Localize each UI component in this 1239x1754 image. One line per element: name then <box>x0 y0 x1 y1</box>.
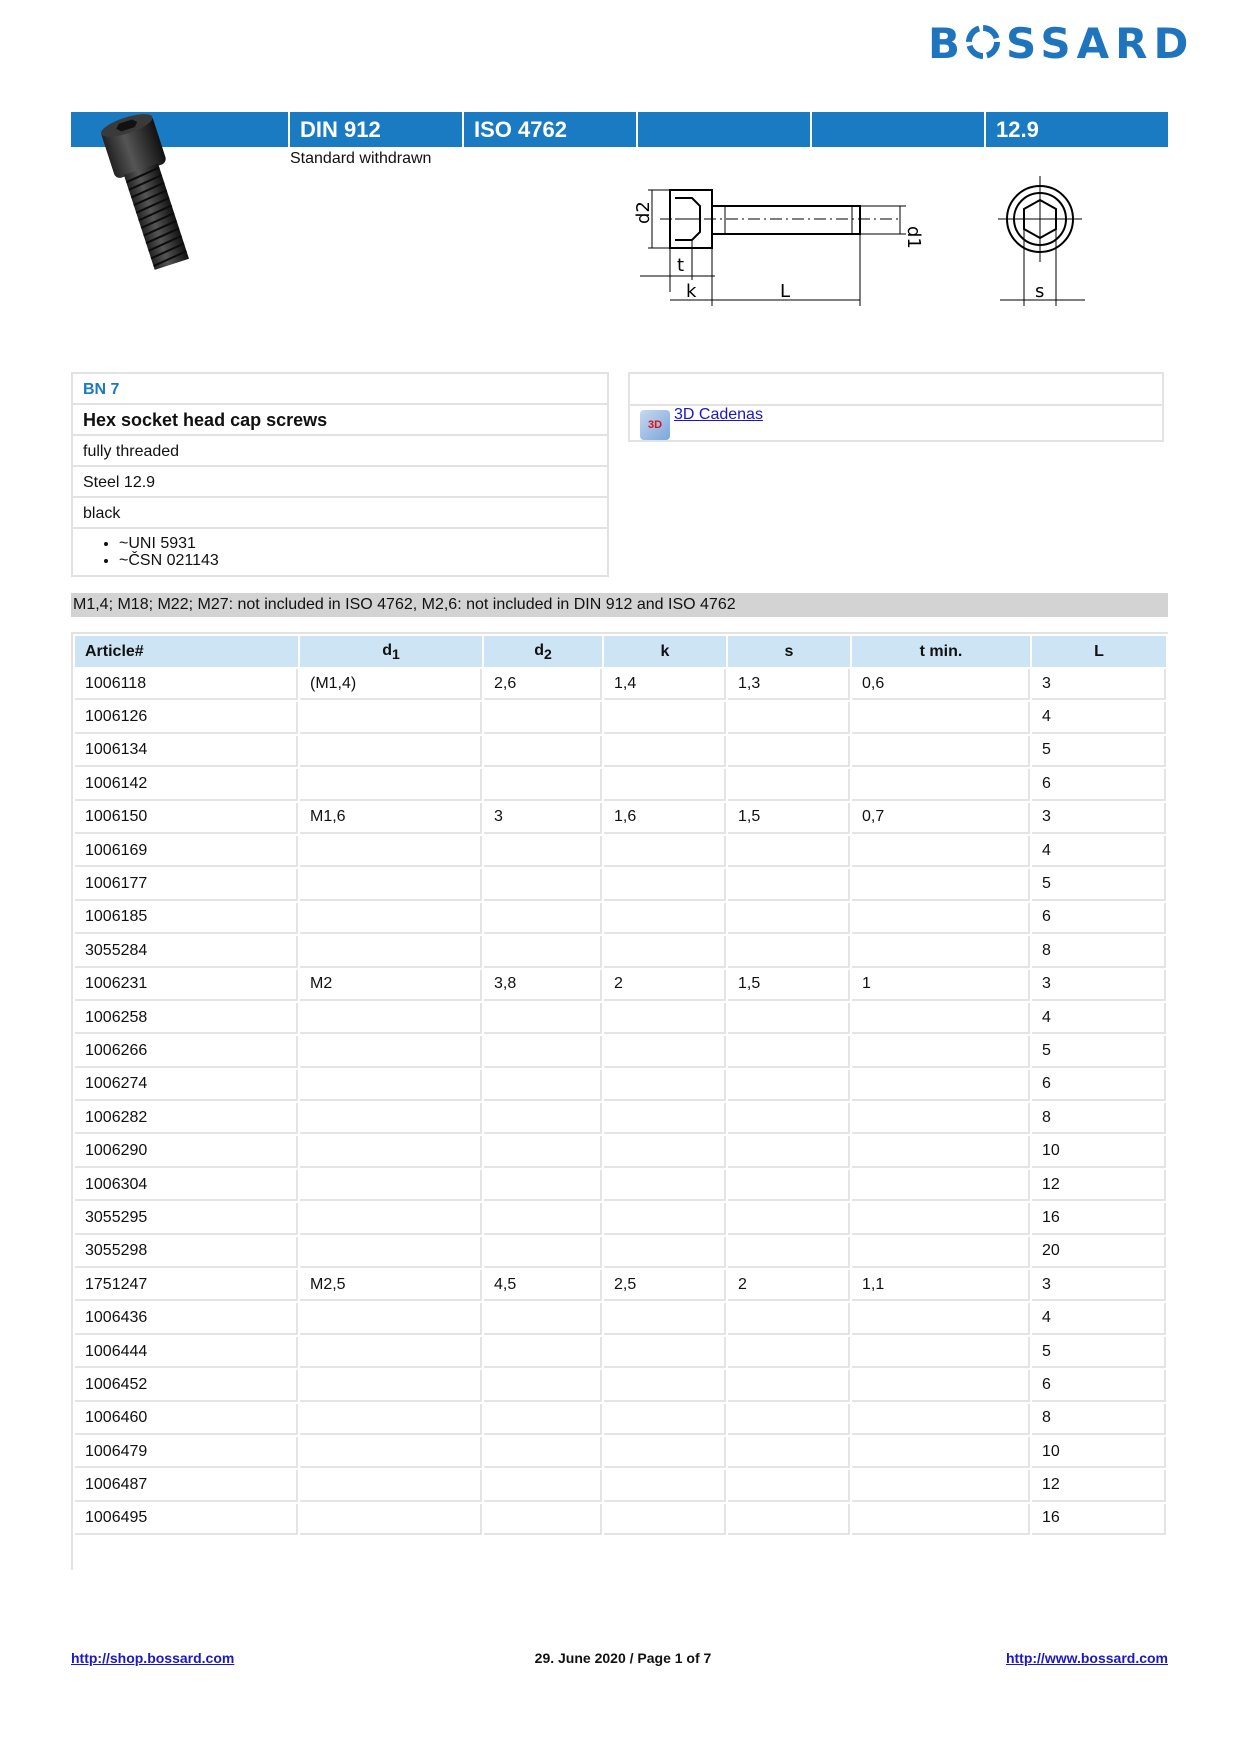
cell-s <box>728 903 850 934</box>
attribute-threading: fully threaded <box>73 436 607 467</box>
cell-d2: 3 <box>484 803 602 834</box>
cell-k <box>604 1103 726 1134</box>
column-header-t-min: t min. <box>852 636 1030 667</box>
table-row <box>75 1170 1166 1201</box>
table-row <box>75 1237 1166 1268</box>
cell-article: 1006258 <box>75 1003 298 1034</box>
cell-s <box>728 869 850 900</box>
cell-t-min <box>852 869 1030 900</box>
standard-item: • ~UNI 5931 <box>119 535 597 552</box>
cell-L: 12 <box>1032 1170 1166 1201</box>
cell-t-min <box>852 1036 1030 1067</box>
cell-d1 <box>300 1337 482 1368</box>
cell-d2 <box>484 1070 602 1101</box>
dim-label-t: t <box>677 255 685 276</box>
cell-L: 3 <box>1032 669 1166 700</box>
cell-d2 <box>484 702 602 733</box>
cell-L: 5 <box>1032 1036 1166 1067</box>
cell-article: 1006266 <box>75 1036 298 1067</box>
cell-d1 <box>300 903 482 934</box>
cell-article: 1006487 <box>75 1470 298 1501</box>
cad-download-box <box>628 372 1164 442</box>
cell-s <box>728 1337 850 1368</box>
cell-t-min: 0,6 <box>852 669 1030 700</box>
cell-d2 <box>484 1170 602 1201</box>
shop-link[interactable]: http://shop.bossard.com <box>71 1650 235 1666</box>
cell-k <box>604 1504 726 1535</box>
cell-L: 6 <box>1032 769 1166 800</box>
column-header-d1: $d_1$ <box>300 636 482 667</box>
cell-d1 <box>300 1504 482 1535</box>
cell-s <box>728 1303 850 1334</box>
cell-article: 1006185 <box>75 903 298 934</box>
cell-k <box>604 1303 726 1334</box>
cell-s <box>728 769 850 800</box>
column-header-article: Article# <box>75 636 298 667</box>
cell-s <box>728 1103 850 1134</box>
cell-s: 1,5 <box>728 803 850 834</box>
technical-drawing <box>630 180 1150 350</box>
table-header-row <box>75 636 1166 667</box>
cell-d1 <box>300 1103 482 1134</box>
dim-label-k: k <box>686 281 697 302</box>
cadenas-3d-icon[interactable]: 3D <box>640 410 670 440</box>
cell-s <box>728 1237 850 1268</box>
cell-k <box>604 869 726 900</box>
table-row <box>75 903 1166 934</box>
product-code: BN 7 <box>73 374 607 405</box>
dim-label-d2: d2 <box>633 201 654 224</box>
cell-k: 2 <box>604 970 726 1001</box>
cell-d2 <box>484 1404 602 1435</box>
cell-d2 <box>484 1303 602 1334</box>
cell-d2 <box>484 1203 602 1234</box>
table-row <box>75 1070 1166 1101</box>
cell-d1: (M1,4) <box>300 669 482 700</box>
footer-shop-link-wrap <box>71 1650 234 1666</box>
footer-page-info: 29. June 2020 / Page 1 of 7 <box>534 1650 712 1666</box>
cell-article: 1006231 <box>75 970 298 1001</box>
cell-k <box>604 736 726 767</box>
standard-item: • ~ČSN 021143 <box>119 552 597 569</box>
column-header-L: L <box>1032 636 1166 667</box>
cell-L: 3 <box>1032 803 1166 834</box>
cell-t-min <box>852 702 1030 733</box>
bossard-logo <box>928 18 1195 68</box>
cell-d2 <box>484 1437 602 1468</box>
cell-L: 4 <box>1032 836 1166 867</box>
article-table-container <box>71 632 1168 1570</box>
cell-d1 <box>300 1203 482 1234</box>
cell-article: 1006304 <box>75 1170 298 1201</box>
cell-k <box>604 1136 726 1167</box>
cell-article: 1006479 <box>75 1437 298 1468</box>
table-row <box>75 803 1166 834</box>
cell-t-min: 1 <box>852 970 1030 1001</box>
cell-d1: M1,6 <box>300 803 482 834</box>
cell-d2: 3,8 <box>484 970 602 1001</box>
cell-L: 4 <box>1032 702 1166 733</box>
attribute-material: Steel 12.9 <box>73 467 607 498</box>
table-row <box>75 836 1166 867</box>
dim-label-L: L <box>780 281 791 302</box>
cell-k: 1,6 <box>604 803 726 834</box>
cell-t-min <box>852 1504 1030 1535</box>
cell-t-min <box>852 1136 1030 1167</box>
cell-t-min <box>852 1337 1030 1368</box>
cell-t-min <box>852 1404 1030 1435</box>
cell-d1: M2 <box>300 970 482 1001</box>
cell-L: 5 <box>1032 869 1166 900</box>
cell-t-min <box>852 1003 1030 1034</box>
cell-d2 <box>484 836 602 867</box>
cell-s <box>728 1470 850 1501</box>
cell-d1: M2,5 <box>300 1270 482 1301</box>
cell-d1 <box>300 1170 482 1201</box>
cell-k: 1,4 <box>604 669 726 700</box>
cell-article: 1006460 <box>75 1404 298 1435</box>
cell-article: 1006290 <box>75 1136 298 1167</box>
cell-s: 1,3 <box>728 669 850 700</box>
cell-d1 <box>300 1303 482 1334</box>
cell-d2 <box>484 1103 602 1134</box>
cell-L: 20 <box>1032 1237 1166 1268</box>
table-row <box>75 1404 1166 1435</box>
cell-d2 <box>484 1337 602 1368</box>
cell-k <box>604 1337 726 1368</box>
table-row <box>75 1370 1166 1401</box>
screw-photo <box>100 108 210 278</box>
cell-article: 3055298 <box>75 1237 298 1268</box>
dim-label-s: s <box>1035 281 1045 302</box>
cell-d1 <box>300 1470 482 1501</box>
cell-L: 10 <box>1032 1136 1166 1167</box>
cell-d1 <box>300 769 482 800</box>
cell-t-min <box>852 1170 1030 1201</box>
cell-k <box>604 1203 726 1234</box>
product-info-box <box>71 372 609 577</box>
cell-d2 <box>484 1237 602 1268</box>
cell-d1 <box>300 1003 482 1034</box>
cell-article: 1006169 <box>75 836 298 867</box>
cadenas-3d-link[interactable]: 3D Cadenas <box>674 406 763 423</box>
table-row <box>75 1337 1166 1368</box>
cell-d2: 4,5 <box>484 1270 602 1301</box>
cell-t-min <box>852 1370 1030 1401</box>
cell-k <box>604 1170 726 1201</box>
cell-article: 1006134 <box>75 736 298 767</box>
cell-k <box>604 1070 726 1101</box>
standards-list <box>73 529 607 575</box>
cell-L: 3 <box>1032 970 1166 1001</box>
table-row <box>75 1036 1166 1067</box>
cell-k <box>604 903 726 934</box>
cell-L: 5 <box>1032 1337 1166 1368</box>
bossard-logo-image <box>928 18 1195 68</box>
cell-s <box>728 1504 850 1535</box>
cell-d1 <box>300 836 482 867</box>
cell-t-min <box>852 1237 1030 1268</box>
cell-d1 <box>300 736 482 767</box>
cell-s <box>728 736 850 767</box>
cell-k <box>604 1237 726 1268</box>
cell-d2 <box>484 1036 602 1067</box>
cell-d1 <box>300 1370 482 1401</box>
cell-k <box>604 936 726 967</box>
cell-s <box>728 936 850 967</box>
cell-s <box>728 1370 850 1401</box>
cell-t-min <box>852 1470 1030 1501</box>
cell-d1 <box>300 936 482 967</box>
cell-t-min <box>852 1203 1030 1234</box>
table-body <box>75 669 1166 1535</box>
header-empty-2 <box>810 112 984 147</box>
cell-d1 <box>300 1237 482 1268</box>
table-row <box>75 1003 1166 1034</box>
table-row <box>75 736 1166 767</box>
cell-article: 3055295 <box>75 1203 298 1234</box>
cell-d2 <box>484 1136 602 1167</box>
cell-article: 1751247 <box>75 1270 298 1301</box>
cell-article: 1006282 <box>75 1103 298 1134</box>
table-row <box>75 1437 1166 1468</box>
header-din: DIN 912 <box>288 112 462 147</box>
cell-d2 <box>484 1470 602 1501</box>
header-grade: 12.9 <box>984 112 1168 147</box>
cell-s <box>728 1070 850 1101</box>
cell-d2 <box>484 903 602 934</box>
cell-s <box>728 1437 850 1468</box>
cell-L: 6 <box>1032 1370 1166 1401</box>
cell-L: 12 <box>1032 1470 1166 1501</box>
table-row <box>75 669 1166 700</box>
header-iso: ISO 4762 <box>462 112 636 147</box>
cell-t-min: 0,7 <box>852 803 1030 834</box>
cell-article: 3055284 <box>75 936 298 967</box>
cell-L: 16 <box>1032 1504 1166 1535</box>
cell-k <box>604 1404 726 1435</box>
cell-d2: 2,6 <box>484 669 602 700</box>
cell-k <box>604 1470 726 1501</box>
table-row <box>75 1303 1166 1334</box>
cell-k <box>604 1003 726 1034</box>
cell-L: 10 <box>1032 1437 1166 1468</box>
cell-t-min <box>852 736 1030 767</box>
cell-d1 <box>300 1136 482 1167</box>
cell-L: 16 <box>1032 1203 1166 1234</box>
cell-s <box>728 1036 850 1067</box>
cell-article: 1006452 <box>75 1370 298 1401</box>
cell-t-min <box>852 936 1030 967</box>
cell-t-min <box>852 1070 1030 1101</box>
cad-box-header <box>630 374 1162 406</box>
cell-L: 8 <box>1032 1103 1166 1134</box>
cell-L: 6 <box>1032 903 1166 934</box>
table-row <box>75 1203 1166 1234</box>
cell-d1 <box>300 702 482 733</box>
cell-s <box>728 1003 850 1034</box>
cell-L: 4 <box>1032 1003 1166 1034</box>
cell-s: 1,5 <box>728 970 850 1001</box>
column-header-d2: $d_2$ <box>484 636 602 667</box>
cell-k <box>604 769 726 800</box>
cell-k <box>604 702 726 733</box>
cell-article: 1006444 <box>75 1337 298 1368</box>
svg-text:SSARD: SSARD <box>1006 19 1195 68</box>
cell-k <box>604 1036 726 1067</box>
cell-d1 <box>300 1404 482 1435</box>
cell-d2 <box>484 869 602 900</box>
dim-label-d1: d1 <box>903 226 924 249</box>
header-empty-1 <box>636 112 810 147</box>
cell-s <box>728 1136 850 1167</box>
cell-t-min <box>852 903 1030 934</box>
cell-article: 1006274 <box>75 1070 298 1101</box>
cell-L: 6 <box>1032 1070 1166 1101</box>
cell-t-min: 1,1 <box>852 1270 1030 1301</box>
article-table <box>73 634 1168 1537</box>
table-row <box>75 1470 1166 1501</box>
cell-k <box>604 1370 726 1401</box>
cell-k <box>604 836 726 867</box>
cell-s: 2 <box>728 1270 850 1301</box>
cell-t-min <box>852 1437 1030 1468</box>
cell-s <box>728 836 850 867</box>
cell-article: 1006142 <box>75 769 298 800</box>
www-link[interactable]: http://www.bossard.com <box>1005 1650 1168 1666</box>
cell-s <box>728 702 850 733</box>
cell-L: 8 <box>1032 1404 1166 1435</box>
table-row <box>75 1270 1166 1301</box>
cell-d1 <box>300 1437 482 1468</box>
cell-s <box>728 1203 850 1234</box>
cell-k: 2,5 <box>604 1270 726 1301</box>
cell-t-min <box>852 1103 1030 1134</box>
table-row <box>75 936 1166 967</box>
cell-s <box>728 1170 850 1201</box>
cell-d2 <box>484 1003 602 1034</box>
footer-www-link-wrap <box>1006 1650 1168 1666</box>
cell-article: 1006177 <box>75 869 298 900</box>
column-header-k: k <box>604 636 726 667</box>
cell-article: 1006126 <box>75 702 298 733</box>
cell-article: 1006495 <box>75 1504 298 1535</box>
cell-t-min <box>852 836 1030 867</box>
availability-note: M1,4; M18; M22; M27: not included in ISO 4762, M2,6: not included in DIN 912 and ISO 4762 <box>71 593 1168 617</box>
cell-article: 1006436 <box>75 1303 298 1334</box>
cell-d2 <box>484 936 602 967</box>
cell-L: 5 <box>1032 736 1166 767</box>
cell-d2 <box>484 769 602 800</box>
table-row <box>75 769 1166 800</box>
cell-d2 <box>484 736 602 767</box>
table-row <box>75 1136 1166 1167</box>
attribute-finish: black <box>73 498 607 529</box>
table-row <box>75 1103 1166 1134</box>
cell-d1 <box>300 1070 482 1101</box>
cell-t-min <box>852 769 1030 800</box>
cell-L: 8 <box>1032 936 1166 967</box>
cell-d1 <box>300 869 482 900</box>
cell-L: 3 <box>1032 1270 1166 1301</box>
cell-s <box>728 1404 850 1435</box>
cell-d2 <box>484 1504 602 1535</box>
column-header-s: s <box>728 636 850 667</box>
table-row <box>75 970 1166 1001</box>
cell-L: 4 <box>1032 1303 1166 1334</box>
product-title: Hex socket head cap screws <box>73 405 607 436</box>
table-row <box>75 869 1166 900</box>
cell-k <box>604 1437 726 1468</box>
cell-d1 <box>300 1036 482 1067</box>
cell-article: 1006118 <box>75 669 298 700</box>
status-text: Standard withdrawn <box>290 150 432 167</box>
cell-d2 <box>484 1370 602 1401</box>
cell-article: 1006150 <box>75 803 298 834</box>
svg-text:B: B <box>928 19 967 68</box>
table-row <box>75 702 1166 733</box>
table-row <box>75 1504 1166 1535</box>
cell-t-min <box>852 1303 1030 1334</box>
